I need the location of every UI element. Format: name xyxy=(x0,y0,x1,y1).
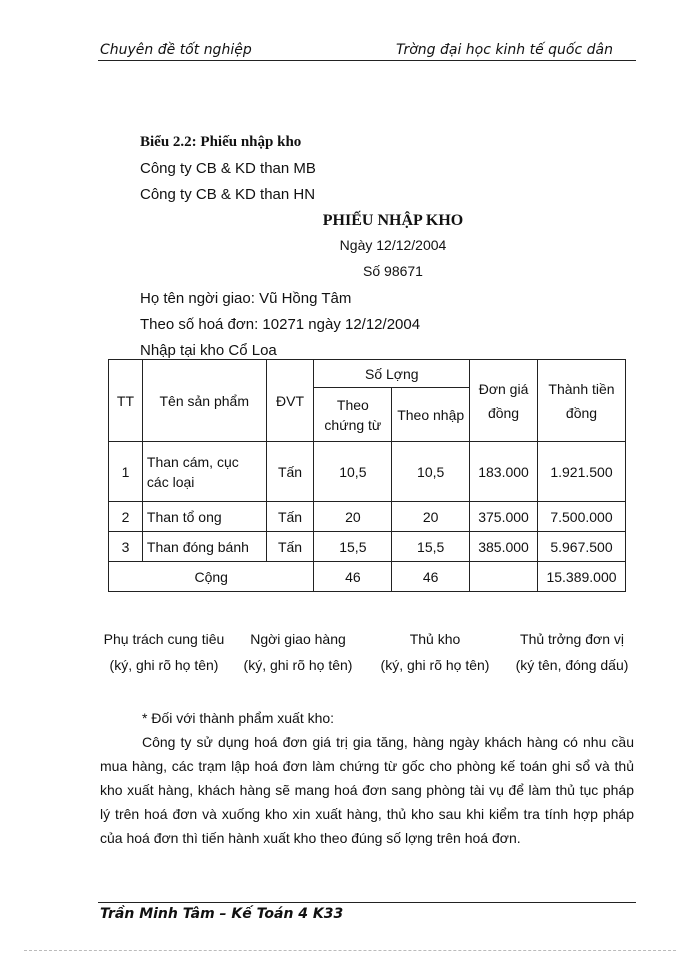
cell-unit: Tấn xyxy=(266,442,314,502)
form-label: Biểu 2.2: Phiếu nhập kho xyxy=(140,134,302,150)
cell-product xyxy=(142,442,266,502)
signature-block xyxy=(96,626,232,678)
signature-title: Phụ trách cung tiêu xyxy=(103,631,225,647)
signature-block xyxy=(370,626,500,678)
deliverer-line: Họ tên ngời giao: Vũ Hồng Tâm xyxy=(140,290,352,307)
signature-block xyxy=(232,626,364,678)
col-header-qty-actual: Theo nhập xyxy=(392,388,470,442)
col-header-amount xyxy=(538,360,626,442)
header-right-title: Trờng đại học kinh tế quốc dân xyxy=(396,42,613,58)
cell-price: 385.000 xyxy=(470,532,538,562)
col-header-qty-doc-line2: chứng từ xyxy=(324,416,382,433)
col-header-qty-group: Số Lợng xyxy=(314,360,470,388)
page-edge-divider xyxy=(24,950,676,951)
signature-title: Thủ trởng đơn vị xyxy=(520,631,624,647)
signature-note: (ký, ghi rõ họ tên) xyxy=(243,657,353,673)
cell-qty-actual: 10,5 xyxy=(392,442,470,502)
invoice-line: Theo số hoá đơn: 10271 ngày 12/12/2004 xyxy=(140,316,421,333)
cell-total-amount: 15.389.000 xyxy=(538,562,626,592)
cell-qty-doc: 20 xyxy=(314,502,392,532)
cell-amount: 7.500.000 xyxy=(538,502,626,532)
cell-total-qty-doc: 46 xyxy=(314,562,392,592)
cell-unit: Tấn xyxy=(266,502,314,532)
cell-amount: 5.967.500 xyxy=(538,532,626,562)
table-row xyxy=(109,532,626,562)
cell-qty-doc: 10,5 xyxy=(314,442,392,502)
cell-unit: Tấn xyxy=(266,532,314,562)
warehouse-line: Nhập tại kho Cổ Loa xyxy=(140,342,277,359)
col-header-product: Tên sản phẩm xyxy=(142,360,266,442)
body-paragraph: Công ty sử dụng hoá đơn giá trị gia tăng, hàng ngày khách hàng có nhu cầu mua hàng, các trạm lập hoá đơn làm chứng từ gốc cho phòng kế toán ghi sổ và thủ kho xuất hàng, khách hàng sẽ mang hoá đơn sang phòng tài vụ để làm thủ tục pháp lý trên hoá đơn và xuống kho xin xuất hàng, thủ kho sau khi kiểm tra tính hợp pháp của hoá đơn thì tiến hành xuất kho theo đúng số lợng trên hoá đơn. xyxy=(100,734,634,846)
signature-block xyxy=(504,626,640,678)
cell-tt: 2 xyxy=(109,502,143,532)
col-header-qty-doc-line1: Theo xyxy=(336,396,369,413)
signature-note: (ký, ghi rõ họ tên) xyxy=(380,657,490,673)
header-divider xyxy=(98,60,636,61)
company-line-1: Công ty CB & KD than MB xyxy=(140,160,316,177)
cell-qty-actual: 15,5 xyxy=(392,532,470,562)
cell-qty-actual: 20 xyxy=(392,502,470,532)
signature-note: (ký tên, đóng dấu) xyxy=(515,657,629,673)
page-title: PHIẾU NHẬP KHO xyxy=(322,212,464,229)
col-header-tt: TT xyxy=(109,360,143,442)
cell-qty-doc: 15,5 xyxy=(314,532,392,562)
cell-product-line1: Than cám, cục xyxy=(146,453,239,470)
col-header-amount-line1: Thành tiền xyxy=(548,380,615,397)
table-header-row xyxy=(109,360,626,388)
footer-divider xyxy=(98,902,636,903)
cell-price: 183.000 xyxy=(470,442,538,502)
col-header-unit: ĐVT xyxy=(266,360,314,442)
cell-product-line2: các loại xyxy=(146,473,195,490)
doc-number: Số 98671 xyxy=(363,263,423,279)
cell-total-label: Cộng xyxy=(109,562,314,592)
cell-total-price xyxy=(470,562,538,592)
section-heading: * Đối với thành phẩm xuất kho: xyxy=(142,710,335,726)
header-left-title: Chuyên đề tốt nghiệp xyxy=(100,42,252,58)
signature-title: Ngời giao hàng xyxy=(250,631,346,647)
col-header-price xyxy=(470,360,538,442)
receipt-table xyxy=(108,359,626,592)
cell-amount: 1.921.500 xyxy=(538,442,626,502)
col-header-price-line2: đồng xyxy=(487,404,520,421)
cell-tt: 3 xyxy=(109,532,143,562)
table-total-row xyxy=(109,562,626,592)
cell-price: 375.000 xyxy=(470,502,538,532)
cell-product: Than đóng bánh xyxy=(142,532,266,562)
footer-author: Trần Minh Tâm – Kế Toán 4 K33 xyxy=(100,906,344,922)
cell-product: Than tổ ong xyxy=(142,502,266,532)
doc-date: Ngày 12/12/2004 xyxy=(339,237,447,253)
col-header-amount-line2: đồng xyxy=(565,404,598,421)
cell-total-qty-actual: 46 xyxy=(392,562,470,592)
cell-tt: 1 xyxy=(109,442,143,502)
table-row xyxy=(109,502,626,532)
signature-title: Thủ kho xyxy=(409,631,461,647)
col-header-price-line1: Đơn giá xyxy=(478,380,529,397)
company-line-2: Công ty CB & KD than HN xyxy=(140,186,316,203)
signature-note: (ký, ghi rõ họ tên) xyxy=(109,657,219,673)
table-row xyxy=(109,442,626,502)
col-header-qty-doc xyxy=(314,388,392,442)
